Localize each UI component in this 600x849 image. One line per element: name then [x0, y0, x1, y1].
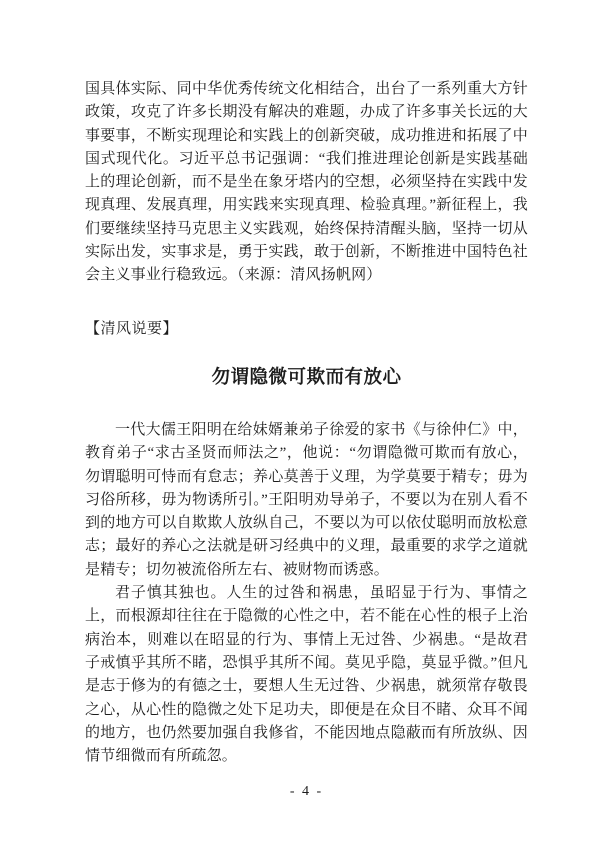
- article-title: 勿谓隐微可欺而有放心: [211, 367, 402, 388]
- page-number: - 4 -: [289, 784, 324, 800]
- article-paragraph-1: 一代大儒王阳明在给妹婿兼弟子徐爱的家书《与徐仲仁》中，教育弟子“求古圣贤而师法之”，他说：“勿谓隐微可欺而有放心，勿谓聪明可恃而有怠志；养心莫善于义理，为学莫要于精专；毋为习俗所移，毋为物诱所引。”王阳明劝导弟子，不要以为在别人看不到的地方可以自欺欺人放纵自己，不要以为可以依仗聪明而放松意志；最好的养心之法就是研习经典中的义理，最重要的求学之道就是精专；切勿被流俗所左右、被财物而诱惑。: [85, 421, 528, 578]
- article-paragraph-2: 君子慎其独也。人生的过咎和祸患，虽昭显于行为、事情之上，而根源却往往在于隐微的心性之中，若不能在心性的根子上治病治本，则难以在昭显的行为、事情上无过咎、少祸患。“是故君子戒慎乎其所不睹，恐惧乎其所不闻。莫见乎隐，莫显乎微。”但凡是志于修为的有德之士，要想人生无过咎、少祸患，就须常存敬畏之心，从心性的隐微之处下足功夫，即便是在众目不睹、众耳不闻的地方，也仍然要加强自我修省，不能因地点隐蔽而有所放纵、因情节细微而有所疏忽。: [85, 585, 528, 765]
- section-header: 【清风说要】: [85, 320, 179, 337]
- continuation-paragraph: 国具体实际、同中华优秀传统文化相结合，出台了一系列重大方针政策，攻克了许多长期没有解决的难题，办成了许多事关长远的大事要事，不断实现理论和实践上的创新突破，成功推进和拓展了中国式现代化。习近平总书记强调：“我们推进理论创新是实践基础上的理论创新，而不是坐在象牙塔内的空想，必须坚持在实践中发现真理、发展真理，用实践来实现真理、检验真理。”新征程上，我们要继续坚持马克思主义实践观，始终保持清醒头脑，坚持一切从实际出发，实事求是，勇于实践，敢于创新，不断推进中国特色社会主义事业行稳致远。（来源：清风扬帆网）: [85, 81, 528, 284]
